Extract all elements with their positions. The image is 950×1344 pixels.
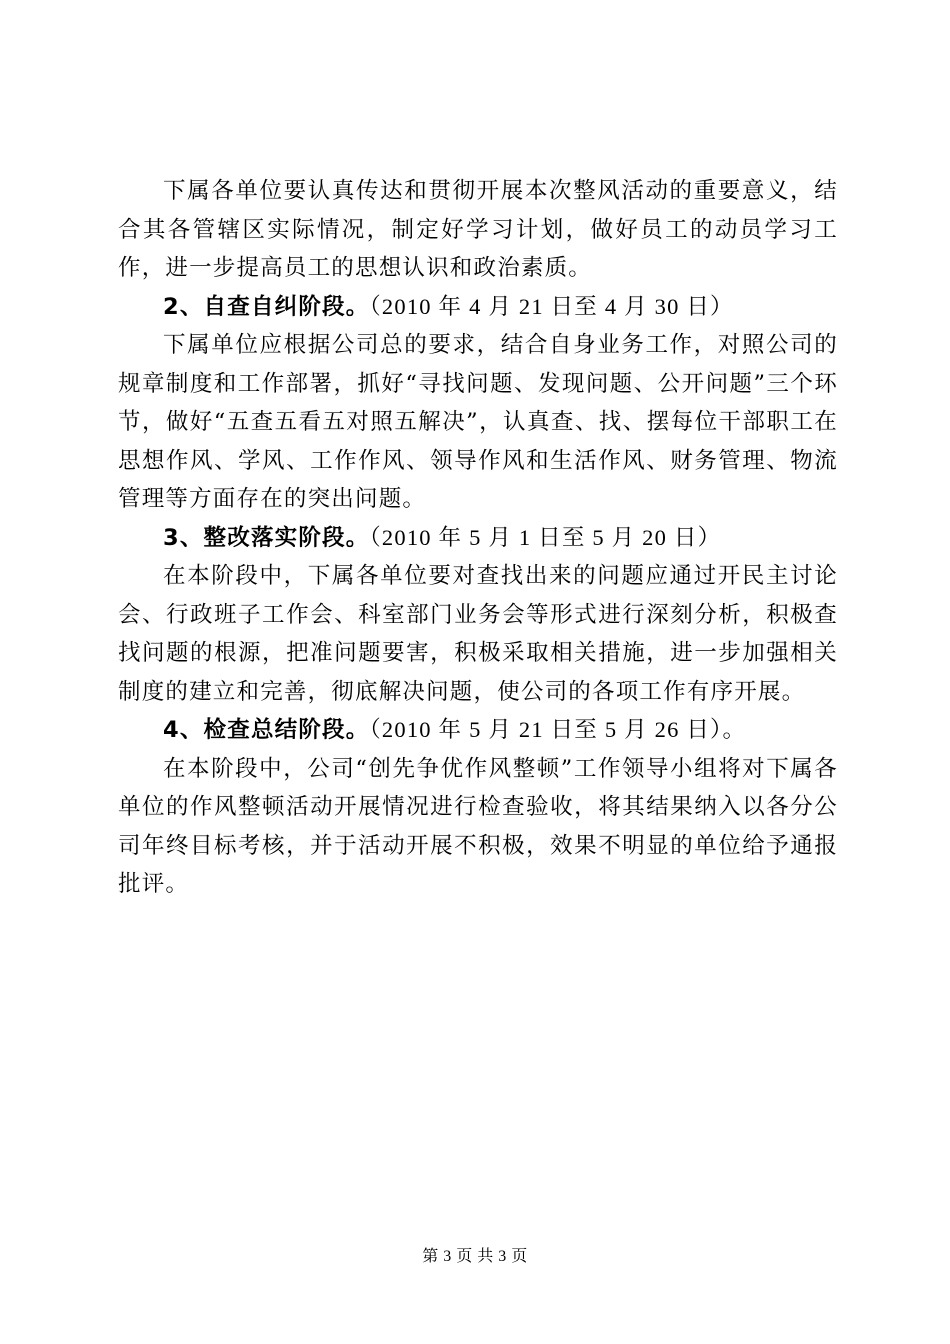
section-heading-label: 3、整改落实阶段。: [163, 524, 370, 551]
section-heading-label: 4、检查总结阶段。: [163, 717, 370, 743]
section-heading-label: 2、自查自纠阶段。: [163, 293, 370, 320]
section-heading-dates: （2010 年 5 月 21 日至 5 月 26 日）。: [369, 717, 747, 742]
document-body: [118, 172, 838, 904]
section-heading-dates: （2010 年 4 月 21 日至 4 月 30 日）: [369, 293, 734, 319]
paragraph-study-mobilization: 下属各单位要认真传达和贯彻开展本次整风活动的重要意义，结合其各管辖区实际情况，制定好学习计划，做好员工的动员学习工作，进一步提高员工的思想认识和政治素质。: [118, 178, 838, 281]
paragraph-review-summary: 在本阶段中，公司“创先争优作风整顿”工作领导小组将对下属各单位的作风整顿活动开展情况进行检查验收，将其结果纳入以各分公司年终目标考核，并于活动开展不积极，效果不明显的单位给予通报批评。: [118, 755, 838, 897]
section-heading-rectification: [118, 519, 838, 558]
paragraph-rectification: 在本阶段中，下属各单位要对查找出来的问题应通过开民主讨论会、行政班子工作会、科室部门业务会等形式进行深刻分析，积极查找问题的根源，把准问题要害，积极采取相关措施，进一步加强相关制度的建立和完善，彻底解决问题，使公司的各项工作有序开展。: [118, 563, 838, 705]
section-heading-self-inspection: [118, 288, 838, 327]
section-heading-review-summary: [118, 711, 838, 750]
section-heading-dates: （2010 年 5 月 1 日至 5 月 20 日）: [369, 524, 722, 550]
paragraph-self-inspection: 下属单位应根据公司总的要求，结合自身业务工作，对照公司的规章制度和工作部署，抓好“寻找问题、发现问题、公开问题”三个环节，做好“五查五看五对照五解决”，认真查、找、摆每位干部职工在思想作风、学风、工作作风、领导作风和生活作风、财务管理、物流管理等方面存在的突出问题。: [118, 332, 838, 512]
page-number-footer: 第 3 页 共 3 页: [422, 1248, 528, 1265]
